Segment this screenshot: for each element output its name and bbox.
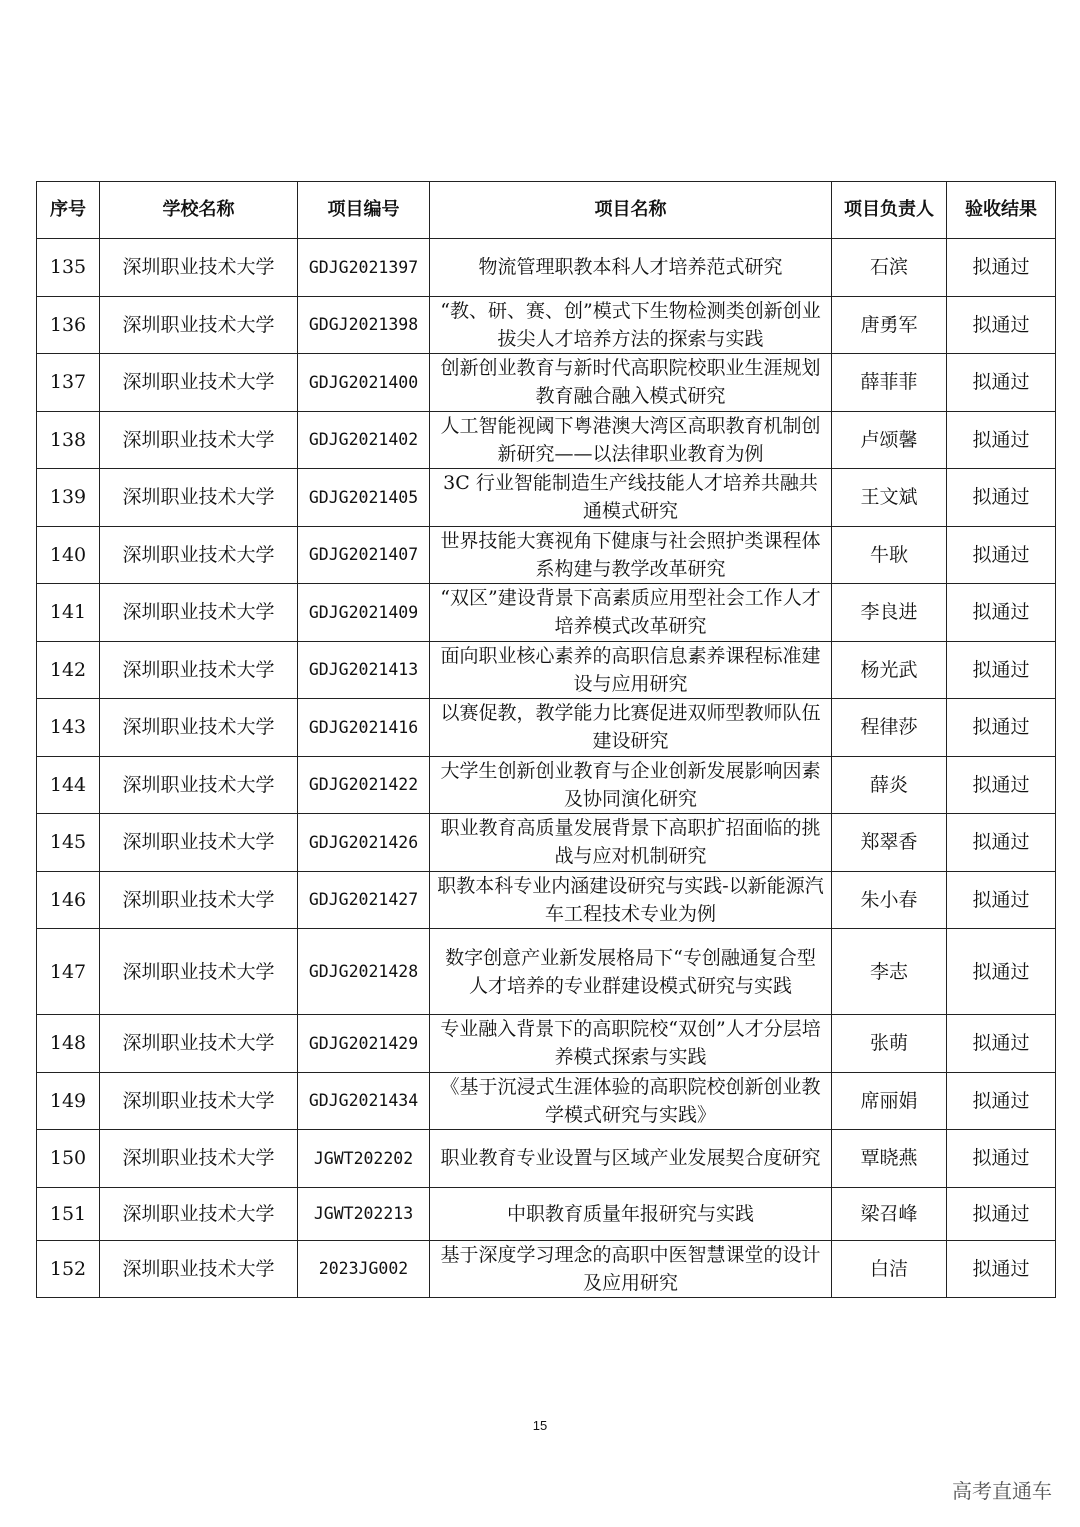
- cell-project-name-text: 以赛促教，教学能力比赛促进双师型教师队伍建设研究: [440, 702, 821, 753]
- cell-leader: [832, 354, 947, 412]
- cell-project-name: [430, 1187, 832, 1240]
- cell-leader: [832, 1187, 947, 1240]
- cell-no: [37, 354, 100, 412]
- cell-school-text: 深圳职业技术大学: [122, 716, 275, 739]
- cell-project-name: [430, 584, 832, 642]
- cell-school: [100, 584, 298, 642]
- cell-leader-text: 程律莎: [860, 716, 918, 739]
- cell-code-text: 2023JG002: [318, 1259, 409, 1279]
- cell-project-name-text: 数字创意产业新发展格局下“专创融通复合型人才培养的专业群建设模式研究与实践: [445, 946, 816, 997]
- cell-school-text: 深圳职业技术大学: [122, 313, 275, 336]
- cell-no: [37, 756, 100, 814]
- cell-result: [947, 1240, 1056, 1298]
- cell-code-text: GDGJ2021398: [308, 315, 419, 335]
- cell-code-text: GDJG2021426: [308, 832, 419, 852]
- cell-no-text: 152: [49, 1257, 87, 1280]
- cell-school-text: 深圳职业技术大学: [122, 773, 275, 796]
- cell-leader: [832, 526, 947, 584]
- cell-school: [100, 641, 298, 699]
- cell-code-text: GDJG2021405: [308, 487, 419, 507]
- cell-school: [100, 1130, 298, 1188]
- cell-school-text: 深圳职业技术大学: [122, 543, 275, 566]
- cell-no: [37, 1130, 100, 1188]
- cell-leader-text: 郑翠香: [860, 831, 918, 854]
- cell-school-text: 深圳职业技术大学: [122, 658, 275, 681]
- cell-result: [947, 1187, 1056, 1240]
- cell-leader-text: 杨光武: [860, 658, 918, 681]
- cell-no: [37, 526, 100, 584]
- cell-no-text: 148: [49, 1032, 87, 1055]
- cell-result: [947, 239, 1056, 297]
- cell-result-text: 拟通过: [972, 960, 1030, 983]
- cell-school-text: 深圳职业技术大学: [122, 960, 275, 983]
- cell-no: [37, 1187, 100, 1240]
- cell-no-text: 136: [49, 313, 87, 336]
- cell-school: [100, 411, 298, 469]
- cell-leader: [832, 1015, 947, 1073]
- cell-project-name-text: 中职教育质量年报研究与实践: [506, 1202, 754, 1225]
- cell-project-name-text: 《基于沉浸式生涯体验的高职院校创新创业教学模式研究与实践》: [440, 1075, 821, 1126]
- cell-leader-text: 牛耿: [869, 543, 908, 566]
- cell-school-text: 深圳职业技术大学: [122, 601, 275, 624]
- cell-school: [100, 1015, 298, 1073]
- cell-no: [37, 411, 100, 469]
- cell-leader-text: 白洁: [869, 1257, 908, 1280]
- table-row: [37, 526, 1056, 584]
- cell-no: [37, 469, 100, 527]
- cell-leader: [832, 699, 947, 757]
- cell-school-text: 深圳职业技术大学: [122, 1147, 275, 1170]
- cell-leader: [832, 929, 947, 1015]
- cell-no-text: 149: [49, 1089, 87, 1112]
- cell-leader-text: 薛炎: [869, 773, 908, 796]
- cell-result: [947, 354, 1056, 412]
- cell-leader-text: 朱小春: [860, 888, 918, 911]
- cell-leader: [832, 296, 947, 354]
- cell-result-text: 拟通过: [972, 543, 1030, 566]
- cell-leader: [832, 1130, 947, 1188]
- cell-project-name: [430, 296, 832, 354]
- cell-school-text: 深圳职业技术大学: [122, 371, 275, 394]
- cell-result: [947, 871, 1056, 929]
- cell-no: [37, 239, 100, 297]
- cell-no: [37, 641, 100, 699]
- cell-no: [37, 1015, 100, 1073]
- cell-result: [947, 1072, 1056, 1130]
- cell-code: [298, 411, 430, 469]
- table-row: [37, 1015, 1056, 1073]
- cell-school-text: 深圳职业技术大学: [122, 1202, 275, 1225]
- cell-project-name-text: “双区”建设背景下高素质应用型社会工作人才培养模式改革研究: [440, 587, 821, 638]
- cell-project-name: [430, 756, 832, 814]
- cell-leader-text: 李良进: [860, 601, 918, 624]
- header-leader: 项目负责人: [832, 182, 947, 239]
- cell-code: [298, 526, 430, 584]
- table-row: [37, 296, 1056, 354]
- cell-code: [298, 584, 430, 642]
- table-row: [37, 411, 1056, 469]
- header-code: 项目编号: [298, 182, 430, 239]
- cell-code: [298, 1187, 430, 1240]
- cell-no-text: 150: [49, 1147, 87, 1170]
- cell-no-text: 141: [49, 601, 87, 624]
- cell-school-text: 深圳职业技术大学: [122, 486, 275, 509]
- cell-code: [298, 814, 430, 872]
- cell-no-text: 145: [49, 831, 87, 854]
- cell-leader-text: 王文斌: [860, 486, 918, 509]
- cell-code-text: GDJG2021409: [308, 602, 419, 622]
- cell-project-name-text: 人工智能视阈下粤港澳大湾区高职教育机制创新研究——以法律职业教育为例: [440, 414, 821, 465]
- cell-project-name-text: 3C 行业智能制造生产线技能人才培养共融共通模式研究: [443, 472, 818, 523]
- cell-project-name-text: 面向职业核心素养的高职信息素养课程标准建设与应用研究: [440, 644, 821, 695]
- cell-project-name: [430, 641, 832, 699]
- cell-result: [947, 1015, 1056, 1073]
- cell-code-text: GDJG2021413: [308, 660, 419, 680]
- cell-school: [100, 296, 298, 354]
- cell-school-text: 深圳职业技术大学: [122, 428, 275, 451]
- cell-no: [37, 871, 100, 929]
- cell-no-text: 135: [49, 256, 87, 279]
- cell-code: [298, 699, 430, 757]
- cell-project-name-text: 创新创业教育与新时代高职院校职业生涯规划教育融合融入模式研究: [440, 357, 821, 408]
- cell-school-text: 深圳职业技术大学: [122, 888, 275, 911]
- cell-project-name-text: 物流管理职教本科人才培养范式研究: [478, 256, 783, 279]
- cell-project-name-text: “教、研、赛、创”模式下生物检测类创新创业拔尖人才培养方法的探索与实践: [440, 299, 821, 350]
- cell-code: [298, 1015, 430, 1073]
- cell-leader-text: 张萌: [869, 1032, 908, 1055]
- cell-code: [298, 871, 430, 929]
- cell-project-name: [430, 239, 832, 297]
- table-row: [37, 756, 1056, 814]
- table-row: [37, 641, 1056, 699]
- cell-project-name: [430, 699, 832, 757]
- cell-project-name: [430, 1240, 832, 1298]
- header-school: 学校名称: [100, 182, 298, 239]
- cell-leader-text: 李志: [869, 960, 908, 983]
- cell-result: [947, 584, 1056, 642]
- cell-result-text: 拟通过: [972, 313, 1030, 336]
- cell-leader: [832, 469, 947, 527]
- cell-project-name: [430, 526, 832, 584]
- cell-no: [37, 296, 100, 354]
- cell-code-text: GDJG2021422: [308, 775, 419, 795]
- cell-result: [947, 699, 1056, 757]
- cell-leader: [832, 584, 947, 642]
- cell-code: [298, 641, 430, 699]
- cell-result-text: 拟通过: [972, 601, 1030, 624]
- header-result: 验收结果: [947, 182, 1056, 239]
- cell-project-name: [430, 871, 832, 929]
- table-row: [37, 1130, 1056, 1188]
- cell-no: [37, 814, 100, 872]
- header-no: 序号: [37, 182, 100, 239]
- cell-code: [298, 239, 430, 297]
- cell-no: [37, 584, 100, 642]
- cell-leader-text: 覃晓燕: [860, 1147, 918, 1170]
- watermark: 高考直通车: [952, 1479, 1052, 1503]
- cell-no-text: 138: [49, 428, 87, 451]
- cell-leader-text: 唐勇军: [860, 313, 918, 336]
- cell-code-text: JGWT202213: [313, 1204, 414, 1223]
- cell-project-name-text: 基于深度学习理念的高职中医智慧课堂的设计及应用研究: [440, 1243, 821, 1294]
- cell-no: [37, 929, 100, 1015]
- cell-school: [100, 756, 298, 814]
- acceptance-results-table: [36, 181, 1056, 1298]
- table-row: [37, 929, 1056, 1015]
- cell-code-text: GDJG2021400: [308, 372, 419, 392]
- cell-result-text: 拟通过: [972, 256, 1030, 279]
- cell-project-name-text: 世界技能大赛视角下健康与社会照护类课程体系构建与教学改革研究: [440, 529, 821, 580]
- cell-code-text: GDJG2021416: [308, 717, 419, 737]
- cell-leader-text: 席丽娟: [860, 1089, 918, 1112]
- cell-school: [100, 699, 298, 757]
- cell-no-text: 147: [49, 960, 87, 983]
- cell-result: [947, 756, 1056, 814]
- cell-project-name: [430, 469, 832, 527]
- cell-school: [100, 929, 298, 1015]
- cell-leader: [832, 641, 947, 699]
- cell-school: [100, 354, 298, 412]
- cell-school: [100, 1072, 298, 1130]
- cell-project-name-text: 职业教育专业设置与区域产业发展契合度研究: [440, 1147, 821, 1170]
- cell-project-name: [430, 354, 832, 412]
- cell-code-text: GDJG2021429: [308, 1033, 419, 1053]
- table-row: [37, 871, 1056, 929]
- cell-result-text: 拟通过: [972, 1032, 1030, 1055]
- cell-leader-text: 石滨: [869, 256, 908, 279]
- cell-no-text: 144: [49, 773, 87, 796]
- table-row: [37, 1072, 1056, 1130]
- cell-leader: [832, 871, 947, 929]
- cell-no: [37, 1072, 100, 1130]
- cell-result: [947, 526, 1056, 584]
- cell-leader-text: 卢颂馨: [860, 428, 918, 451]
- cell-project-name: [430, 411, 832, 469]
- cell-school-text: 深圳职业技术大学: [122, 1257, 275, 1280]
- table-row: [37, 239, 1056, 297]
- cell-code-text: GDJG2021402: [308, 430, 419, 450]
- cell-result: [947, 296, 1056, 354]
- cell-school: [100, 814, 298, 872]
- cell-leader: [832, 1072, 947, 1130]
- cell-result: [947, 929, 1056, 1015]
- cell-project-name-text: 职业教育高质量发展背景下高职扩招面临的挑战与应对机制研究: [440, 817, 821, 868]
- cell-result: [947, 1130, 1056, 1188]
- cell-result-text: 拟通过: [972, 486, 1030, 509]
- table-row: [37, 469, 1056, 527]
- cell-code-text: GDJG2021397: [308, 257, 419, 277]
- cell-no: [37, 1240, 100, 1298]
- cell-code: [298, 296, 430, 354]
- cell-result-text: 拟通过: [972, 1089, 1030, 1112]
- cell-code: [298, 1240, 430, 1298]
- cell-result-text: 拟通过: [972, 716, 1030, 739]
- cell-leader-text: 薛菲菲: [860, 371, 918, 394]
- cell-school-text: 深圳职业技术大学: [122, 1089, 275, 1112]
- cell-school: [100, 1240, 298, 1298]
- table-row: [37, 814, 1056, 872]
- cell-result-text: 拟通过: [972, 1147, 1030, 1170]
- cell-project-name-text: 职教本科专业内涵建设研究与实践-以新能源汽车工程技术专业为例: [437, 874, 824, 925]
- cell-leader: [832, 239, 947, 297]
- cell-code: [298, 929, 430, 1015]
- cell-school-text: 深圳职业技术大学: [122, 831, 275, 854]
- cell-no: [37, 699, 100, 757]
- table-row: [37, 1240, 1056, 1298]
- cell-project-name: [430, 814, 832, 872]
- cell-school: [100, 1187, 298, 1240]
- cell-result: [947, 641, 1056, 699]
- cell-result-text: 拟通过: [972, 831, 1030, 854]
- cell-leader: [832, 756, 947, 814]
- cell-school-text: 深圳职业技术大学: [122, 1032, 275, 1055]
- cell-code: [298, 1072, 430, 1130]
- cell-leader: [832, 1240, 947, 1298]
- cell-result-text: 拟通过: [972, 371, 1030, 394]
- cell-result: [947, 469, 1056, 527]
- cell-school: [100, 239, 298, 297]
- table-header-row: [37, 182, 1056, 239]
- table-row: [37, 1187, 1056, 1240]
- cell-code-text: GDJG2021427: [308, 890, 419, 910]
- cell-code-text: GDJG2021407: [308, 545, 419, 565]
- cell-code-text: GDJG2021428: [308, 962, 419, 981]
- cell-no-text: 151: [49, 1202, 87, 1225]
- cell-project-name-text: 专业融入背景下的高职院校“双创”人才分层培养模式探索与实践: [440, 1018, 821, 1069]
- cell-code: [298, 1130, 430, 1188]
- page-number: 15: [532, 1418, 548, 1433]
- cell-school: [100, 526, 298, 584]
- cell-result-text: 拟通过: [972, 428, 1030, 451]
- table-row: [37, 699, 1056, 757]
- table-row: [37, 354, 1056, 412]
- cell-school-text: 深圳职业技术大学: [122, 256, 275, 279]
- cell-result-text: 拟通过: [972, 773, 1030, 796]
- cell-code: [298, 469, 430, 527]
- cell-result: [947, 814, 1056, 872]
- cell-school: [100, 469, 298, 527]
- cell-no-text: 139: [49, 486, 87, 509]
- cell-result-text: 拟通过: [972, 1257, 1030, 1280]
- cell-code-text: GDJG2021434: [308, 1091, 419, 1111]
- cell-code: [298, 354, 430, 412]
- cell-code-text: JGWT202202: [313, 1148, 414, 1168]
- cell-leader: [832, 814, 947, 872]
- cell-no-text: 140: [49, 543, 87, 566]
- cell-project-name-text: 大学生创新创业教育与企业创新发展影响因素及协同演化研究: [440, 759, 821, 810]
- cell-result-text: 拟通过: [972, 1202, 1030, 1225]
- cell-no-text: 146: [49, 888, 87, 911]
- cell-project-name: [430, 1130, 832, 1188]
- cell-no-text: 142: [49, 658, 87, 681]
- cell-leader-text: 梁召峰: [860, 1202, 918, 1225]
- cell-result-text: 拟通过: [972, 888, 1030, 911]
- header-project-name: 项目名称: [430, 182, 832, 239]
- cell-result: [947, 411, 1056, 469]
- cell-project-name: [430, 1015, 832, 1073]
- cell-project-name: [430, 929, 832, 1015]
- cell-result-text: 拟通过: [972, 658, 1030, 681]
- cell-leader: [832, 411, 947, 469]
- cell-no-text: 143: [49, 716, 87, 739]
- cell-code: [298, 756, 430, 814]
- table-row: [37, 584, 1056, 642]
- cell-school: [100, 871, 298, 929]
- cell-no-text: 137: [49, 371, 87, 394]
- cell-project-name: [430, 1072, 832, 1130]
